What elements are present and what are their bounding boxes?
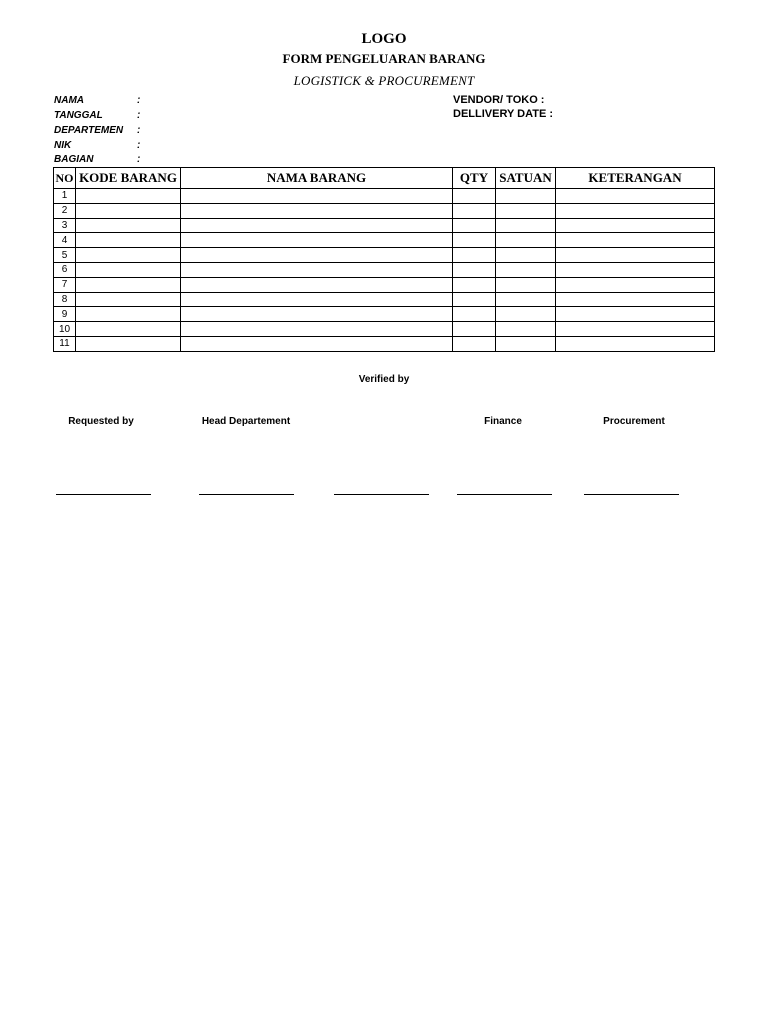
cell-satuan[interactable] [496, 248, 556, 263]
cell-kode-barang[interactable] [76, 248, 181, 263]
cell-satuan[interactable] [496, 322, 556, 337]
cell-nama-barang[interactable] [181, 248, 453, 263]
cell-kode-barang[interactable] [76, 189, 181, 204]
signature-line-requested [56, 494, 151, 495]
field-label-bagian: BAGIAN [54, 154, 94, 165]
cell-kode-barang[interactable] [76, 322, 181, 337]
table-row [54, 218, 715, 233]
cell-kode-barang[interactable] [76, 218, 181, 233]
row-number: 8 [54, 292, 76, 307]
cell-keterangan[interactable] [556, 233, 715, 248]
table-row [54, 262, 715, 277]
row-number: 2 [54, 203, 76, 218]
cell-qty[interactable] [453, 307, 496, 322]
cell-qty[interactable] [453, 248, 496, 263]
col-header-keterangan: KETERANGAN [556, 168, 715, 189]
cell-satuan[interactable] [496, 262, 556, 277]
form-title: FORM PENGELUARAN BARANG [282, 51, 486, 66]
field-label-vendor: VENDOR/ TOKO : [453, 94, 545, 106]
cell-keterangan[interactable] [556, 307, 715, 322]
requested-by-label: Requested by [68, 416, 134, 427]
signature-line-finance [457, 494, 552, 495]
cell-satuan[interactable] [496, 307, 556, 322]
row-number: 7 [54, 277, 76, 292]
cell-keterangan[interactable] [556, 218, 715, 233]
row-number: 4 [54, 233, 76, 248]
row-number: 11 [54, 336, 76, 351]
verified-by-label: Verified by [358, 374, 410, 385]
cell-kode-barang[interactable] [76, 203, 181, 218]
table-row [54, 277, 715, 292]
cell-kode-barang[interactable] [76, 233, 181, 248]
cell-kode-barang[interactable] [76, 336, 181, 351]
cell-nama-barang[interactable] [181, 322, 453, 337]
cell-nama-barang[interactable] [181, 307, 453, 322]
cell-nama-barang[interactable] [181, 233, 453, 248]
table-row [54, 189, 715, 204]
cell-nama-barang[interactable] [181, 189, 453, 204]
field-colon-nik: : [137, 140, 141, 151]
row-number: 9 [54, 307, 76, 322]
table-row [54, 336, 715, 351]
signature-line-verified [334, 494, 429, 495]
form-subtitle: LOGISTICK & PROCUREMENT [293, 73, 475, 88]
cell-qty[interactable] [453, 262, 496, 277]
table-row [54, 203, 715, 218]
row-number: 5 [54, 248, 76, 263]
cell-satuan[interactable] [496, 336, 556, 351]
cell-kode-barang[interactable] [76, 277, 181, 292]
cell-qty[interactable] [453, 322, 496, 337]
cell-keterangan[interactable] [556, 248, 715, 263]
col-header-no: NO [54, 168, 76, 189]
table-row [54, 322, 715, 337]
cell-satuan[interactable] [496, 218, 556, 233]
cell-qty[interactable] [453, 292, 496, 307]
field-label-nama: NAMA [54, 95, 84, 106]
cell-qty[interactable] [453, 203, 496, 218]
field-colon-tanggal: : [137, 110, 141, 121]
col-header-satuan: SATUAN [496, 168, 556, 189]
field-label-departemen: DEPARTEMEN [54, 125, 124, 136]
field-colon-departemen: : [137, 125, 141, 136]
cell-keterangan[interactable] [556, 336, 715, 351]
cell-nama-barang[interactable] [181, 218, 453, 233]
signature-line-head [199, 494, 294, 495]
col-header-kode-barang: KODE BARANG [76, 168, 181, 189]
signature-line-procurement [584, 494, 679, 495]
col-header-qty: QTY [453, 168, 496, 189]
table-row [54, 248, 715, 263]
cell-keterangan[interactable] [556, 322, 715, 337]
row-number: 10 [54, 322, 76, 337]
field-label-tanggal: TANGGAL [54, 110, 103, 121]
cell-qty[interactable] [453, 189, 496, 204]
cell-keterangan[interactable] [556, 262, 715, 277]
cell-keterangan[interactable] [556, 277, 715, 292]
cell-satuan[interactable] [496, 292, 556, 307]
logo-text: LOGO [361, 31, 407, 47]
cell-kode-barang[interactable] [76, 262, 181, 277]
cell-kode-barang[interactable] [76, 307, 181, 322]
cell-keterangan[interactable] [556, 203, 715, 218]
items-table [53, 167, 715, 352]
table-row [54, 307, 715, 322]
cell-satuan[interactable] [496, 233, 556, 248]
cell-qty[interactable] [453, 218, 496, 233]
row-number: 1 [54, 189, 76, 204]
table-row [54, 292, 715, 307]
cell-qty[interactable] [453, 277, 496, 292]
finance-label: Finance [484, 416, 522, 427]
table-row [54, 233, 715, 248]
cell-nama-barang[interactable] [181, 277, 453, 292]
col-header-nama-barang: NAMA BARANG [181, 168, 453, 189]
cell-nama-barang[interactable] [181, 336, 453, 351]
cell-nama-barang[interactable] [181, 203, 453, 218]
row-number: 6 [54, 262, 76, 277]
table-header-row [54, 168, 715, 189]
procurement-label: Procurement [603, 416, 665, 427]
cell-keterangan[interactable] [556, 292, 715, 307]
row-number: 3 [54, 218, 76, 233]
cell-qty[interactable] [453, 336, 496, 351]
cell-nama-barang[interactable] [181, 292, 453, 307]
head-departement-label: Head Departement [201, 416, 291, 427]
cell-satuan[interactable] [496, 203, 556, 218]
field-colon-nama: : [137, 95, 141, 106]
field-label-delivery-date: DELLIVERY DATE : [453, 108, 554, 120]
cell-kode-barang[interactable] [76, 292, 181, 307]
field-colon-bagian: : [137, 154, 141, 165]
cell-satuan[interactable] [496, 277, 556, 292]
cell-keterangan[interactable] [556, 189, 715, 204]
cell-satuan[interactable] [496, 189, 556, 204]
cell-nama-barang[interactable] [181, 262, 453, 277]
cell-qty[interactable] [453, 233, 496, 248]
field-label-nik: NIK [54, 140, 72, 151]
